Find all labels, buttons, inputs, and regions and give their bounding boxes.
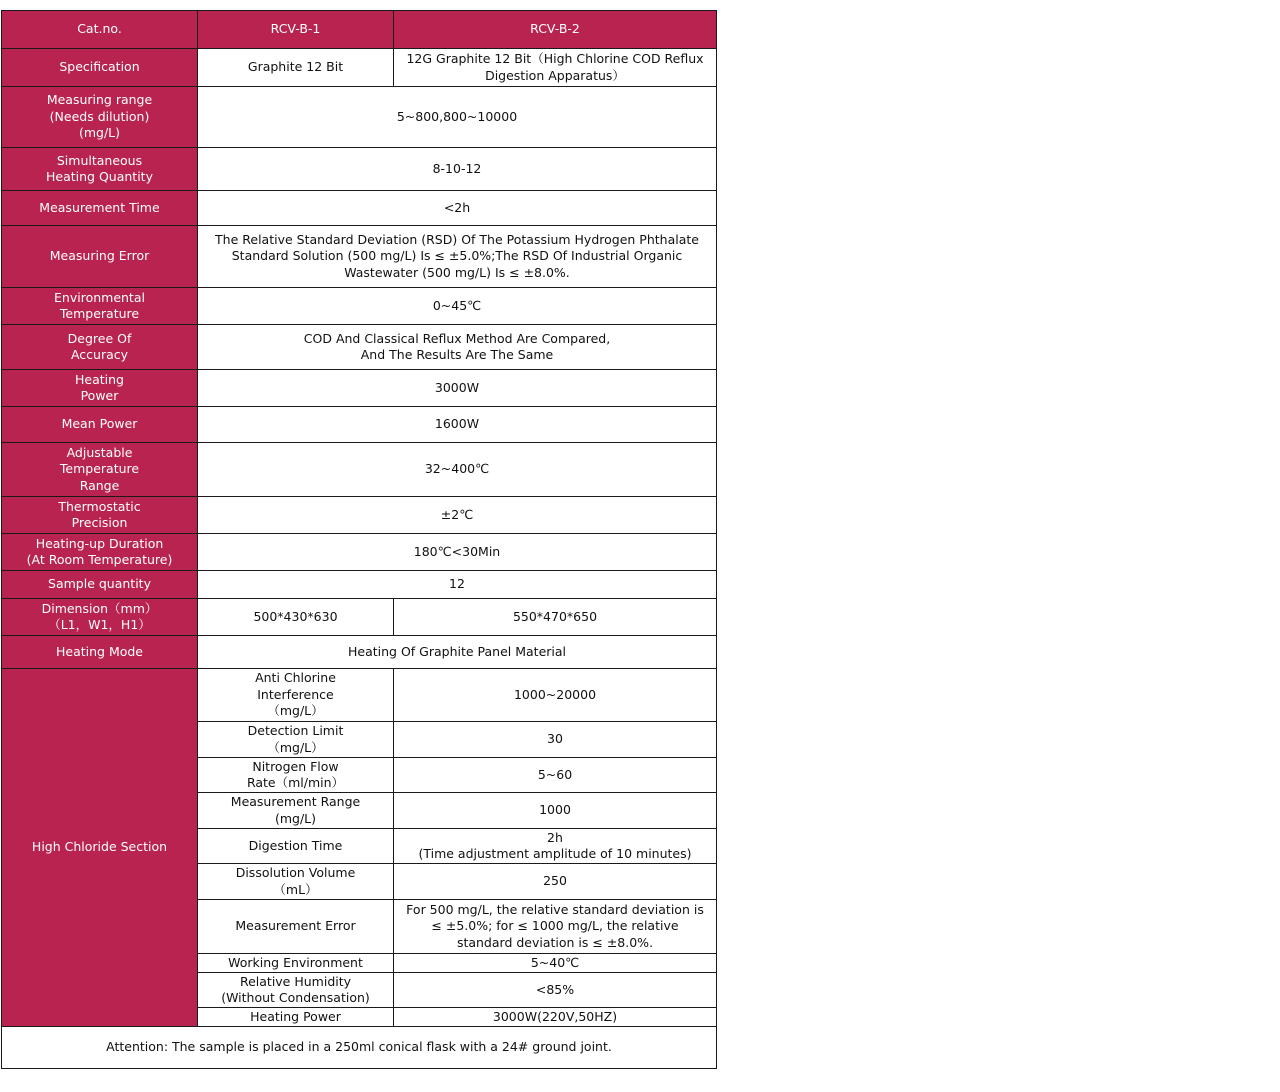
- row-value: 32~400℃: [198, 443, 717, 497]
- spec-row-heating-power: [2, 370, 717, 407]
- row-label: Heating Power: [2, 370, 198, 407]
- attention-row: [2, 1027, 717, 1069]
- sub-item-value: <85%: [394, 973, 717, 1008]
- sub-item-name: Working Environment: [198, 954, 394, 973]
- sub-item-name: Heating Power: [198, 1008, 394, 1027]
- spec-row-simultaneous-heating-quantity: [2, 148, 717, 191]
- sub-item-value: 5~60: [394, 758, 717, 793]
- row-value: 5~800,800~10000: [198, 87, 717, 148]
- spec-row-environmental-temperature: [2, 288, 717, 325]
- row-label: Adjustable Temperature Range: [2, 443, 198, 497]
- sub-item-name: Nitrogen Flow Rate（ml/min）: [198, 758, 394, 793]
- high-chloride-section-label: High Chloride Section: [2, 669, 198, 1027]
- spec-row-heating-mode: [2, 636, 717, 669]
- spec-row-heating-up-duration: [2, 534, 717, 571]
- spec-row-degree-of-accuracy: [2, 325, 717, 370]
- row-value: ±2℃: [198, 497, 717, 534]
- row-label: Simultaneous Heating Quantity: [2, 148, 198, 191]
- spec-row-thermostatic-precision: [2, 497, 717, 534]
- row-value: The Relative Standard Deviation (RSD) Of The Potassium Hydrogen Phthalate Standard Solution (500 mg/L) Is ≤ ±5.0%;The RSD Of Industrial Organic Wastewater (500 mg/L) Is ≤ ±8.0%.: [198, 226, 717, 288]
- row-label: Degree Of Accuracy: [2, 325, 198, 370]
- row-label: Specification: [2, 49, 198, 87]
- row-label: Measuring Error: [2, 226, 198, 288]
- row-label: Heating Mode: [2, 636, 198, 669]
- sub-item-name: Measurement Range (mg/L): [198, 793, 394, 829]
- row-value: 8-10-12: [198, 148, 717, 191]
- row-label: Sample quantity: [2, 571, 198, 599]
- row-value: <2h: [198, 191, 717, 226]
- spec-row-dimension: [2, 599, 717, 636]
- sub-item-value: 30: [394, 722, 717, 758]
- sub-item-value: For 500 mg/L, the relative standard deviation is ≤ ±5.0%; for ≤ 1000 mg/L, the relative standard deviation is ≤ ±8.0%.: [394, 900, 717, 954]
- sub-item-value: 250: [394, 864, 717, 900]
- sub-item-name: Dissolution Volume （mL）: [198, 864, 394, 900]
- row-label: Environmental Temperature: [2, 288, 198, 325]
- row-label: Measurement Time: [2, 191, 198, 226]
- sub-item-value: 3000W(220V,50HZ): [394, 1008, 717, 1027]
- row-value-model-2: 12G Graphite 12 Bit（High Chlorine COD Reflux Digestion Apparatus）: [394, 49, 717, 87]
- sub-item-name: Anti Chlorine Interference （mg/L）: [198, 669, 394, 722]
- row-value-model-1: Graphite 12 Bit: [198, 49, 394, 87]
- header-label: Cat.no.: [2, 11, 198, 49]
- header-row: [2, 11, 717, 49]
- row-value-model-1: 500*430*630: [198, 599, 394, 636]
- spec-table: [1, 10, 717, 1069]
- row-label: Heating-up Duration (At Room Temperature): [2, 534, 198, 571]
- sub-item-name: Measurement Error: [198, 900, 394, 954]
- row-value-model-2: 550*470*650: [394, 599, 717, 636]
- row-value: COD And Classical Reflux Method Are Compared, And The Results Are The Same: [198, 325, 717, 370]
- row-value: 1600W: [198, 407, 717, 443]
- row-label: Measuring range (Needs dilution) (mg/L): [2, 87, 198, 148]
- high-chloride-row: [2, 669, 717, 722]
- row-value: 180℃<30Min: [198, 534, 717, 571]
- spec-row-measuring-range: [2, 87, 717, 148]
- sub-item-value: 1000: [394, 793, 717, 829]
- sub-item-name: Relative Humidity (Without Condensation): [198, 973, 394, 1008]
- model-2-header: RCV-B-2: [394, 11, 717, 49]
- row-label: Thermostatic Precision: [2, 497, 198, 534]
- attention-note: Attention: The sample is placed in a 250ml conical flask with a 24# ground joint.: [2, 1027, 717, 1069]
- sub-item-value: 1000~20000: [394, 669, 717, 722]
- spec-row-measurement-time: [2, 191, 717, 226]
- row-label: Dimension（mm） （L1，W1，H1）: [2, 599, 198, 636]
- sub-item-name: Detection Limit （mg/L）: [198, 722, 394, 758]
- sub-item-value: 2h (Time adjustment amplitude of 10 minutes): [394, 829, 717, 864]
- row-value: 3000W: [198, 370, 717, 407]
- row-value: 12: [198, 571, 717, 599]
- spec-row-mean-power: [2, 407, 717, 443]
- spec-row-sample-quantity: [2, 571, 717, 599]
- sub-item-name: Digestion Time: [198, 829, 394, 864]
- spec-row-specification: [2, 49, 717, 87]
- row-value: 0~45℃: [198, 288, 717, 325]
- sub-item-value: 5~40℃: [394, 954, 717, 973]
- row-value: Heating Of Graphite Panel Material: [198, 636, 717, 669]
- row-label: Mean Power: [2, 407, 198, 443]
- spec-row-adjustable-temperature-range: [2, 443, 717, 497]
- model-1-header: RCV-B-1: [198, 11, 394, 49]
- spec-row-measuring-error: [2, 226, 717, 288]
